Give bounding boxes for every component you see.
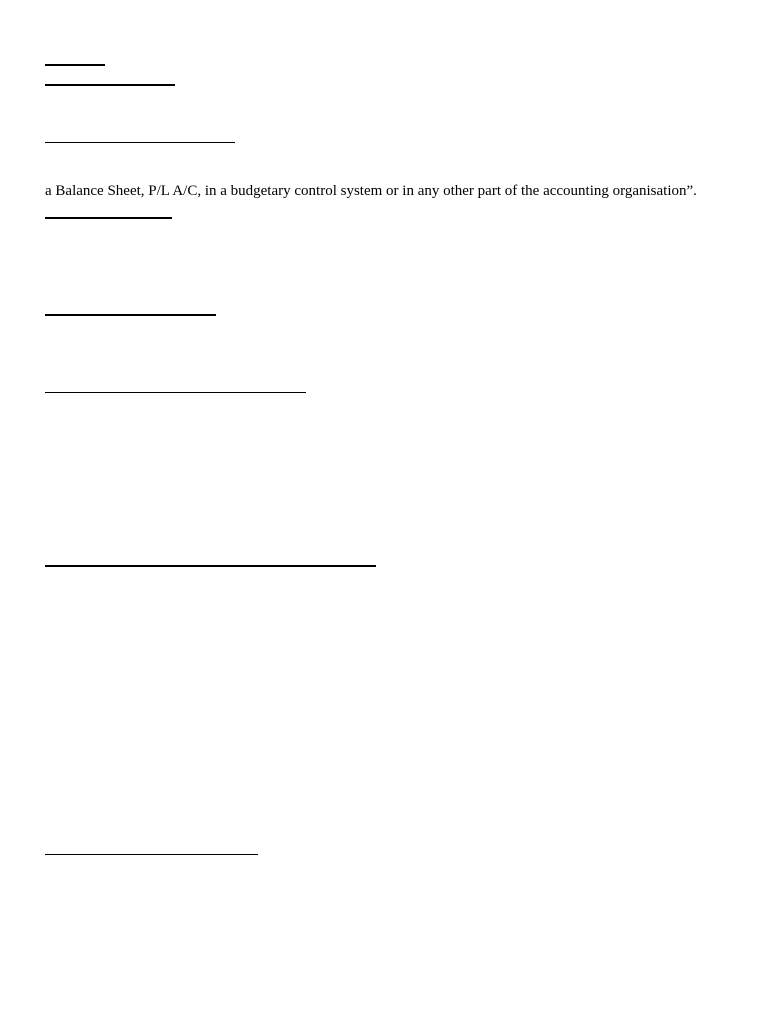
heading-underline-5 bbox=[45, 314, 216, 316]
heading-underline-8 bbox=[45, 854, 258, 855]
heading-underline-6 bbox=[45, 392, 306, 393]
heading-underline-7 bbox=[45, 565, 376, 567]
heading-underline-3 bbox=[45, 142, 235, 143]
paragraph-text: a Balance Sheet, P/L A/C, in a budgetary control system or in any other part of the accounting organisation”. bbox=[45, 183, 697, 199]
heading-underline-2 bbox=[45, 84, 175, 86]
heading-underline-4 bbox=[45, 217, 172, 219]
heading-underline-1 bbox=[45, 64, 105, 66]
